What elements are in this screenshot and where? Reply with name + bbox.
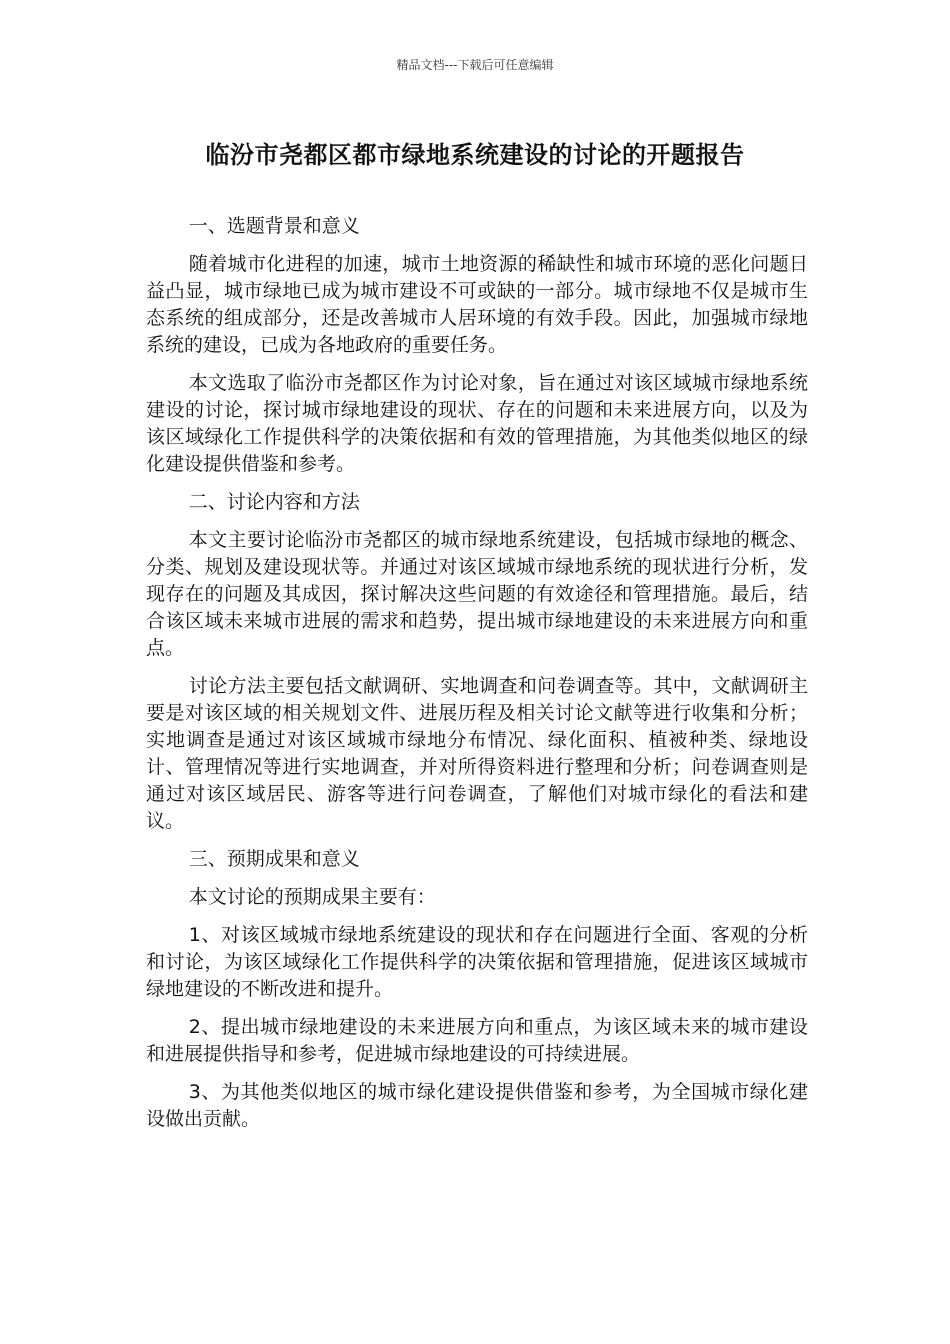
document-body — [146, 213, 808, 1144]
paragraph-research-content: 本文主要讨论临汾市尧都区的城市绿地系统建设，包括城市绿地的概念、分类、规划及建设现状等。并通过对该区域城市绿地系统的现状进行分析，发现存在的问题及其成因，探讨解决这些问题的有效途径和管理措施。最后，结合该区域未来城市进展的需求和趋势，提出城市绿地建设的未来进展方向和重点。 — [146, 529, 808, 659]
list-item-result-3: 3、为其他类似地区的城市绿化建设提供借鉴和参考，为全国城市绿化建设做出贡献。 — [146, 1081, 808, 1130]
section-heading-content-method: 二、讨论内容和方法 — [188, 491, 360, 513]
paragraph-research-method: 讨论方法主要包括文献调研、实地调查和问卷调查等。其中，文献调研主要是对该区域的相关规划文件、进展历程及相关讨论文献等进行收集和分析；实地调查是通过对该区域城市绿地分布情况、绿化面积、植被种类、绿地设计、管理情况等进行实地调查，并对所得资料进行整理和分析；问卷调查则是通过对该区域居民、游客等进行问卷调查，了解他们对城市绿化的看法和建议。 — [146, 675, 808, 832]
page-header-watermark: 精品文档---下载后可任意编辑 — [396, 58, 554, 72]
document-title: 临汾市尧都区都市绿地系统建设的讨论的开题报告 — [205, 141, 745, 169]
section-heading-background: 一、选题背景和意义 — [188, 215, 360, 237]
list-item-result-1: 1、对该区域城市绿地系统建设的现状和存在问题进行全面、客观的分析和讨论，为该区域绿化工作提供科学的决策依据和管理措施，促进该区域城市绿地建设的不断改进和提升。 — [146, 924, 808, 1000]
paragraph-results-intro: 本文讨论的预期成果主要有： — [188, 886, 436, 908]
list-item-result-2: 2、提出城市绿地建设的未来进展方向和重点，为该区域未来的城市建设和进展提供指导和参考，促进城市绿地建设的可持续进展。 — [146, 1016, 808, 1065]
section-heading-expected-results: 三、预期成果和意义 — [188, 848, 360, 870]
paragraph-background: 随着城市化进程的加速，城市土地资源的稀缺性和城市环境的恶化问题日益凸显，城市绿地已成为城市建设不可或缺的一部分。城市绿地不仅是城市生态系统的组成部分，还是改善城市人居环境的有效手段。因此，加强城市绿地系统的建设，已成为各地政府的重要任务。 — [146, 253, 808, 356]
paragraph-research-object: 本文选取了临汾市尧都区作为讨论对象，旨在通过对该区域城市绿地系统建设的讨论，探讨城市绿地建设的现状、存在的问题和未来进展方向，以及为该区域绿化工作提供科学的决策依据和有效的管理措施，为其他类似地区的绿化建设提供借鉴和参考。 — [146, 372, 808, 475]
